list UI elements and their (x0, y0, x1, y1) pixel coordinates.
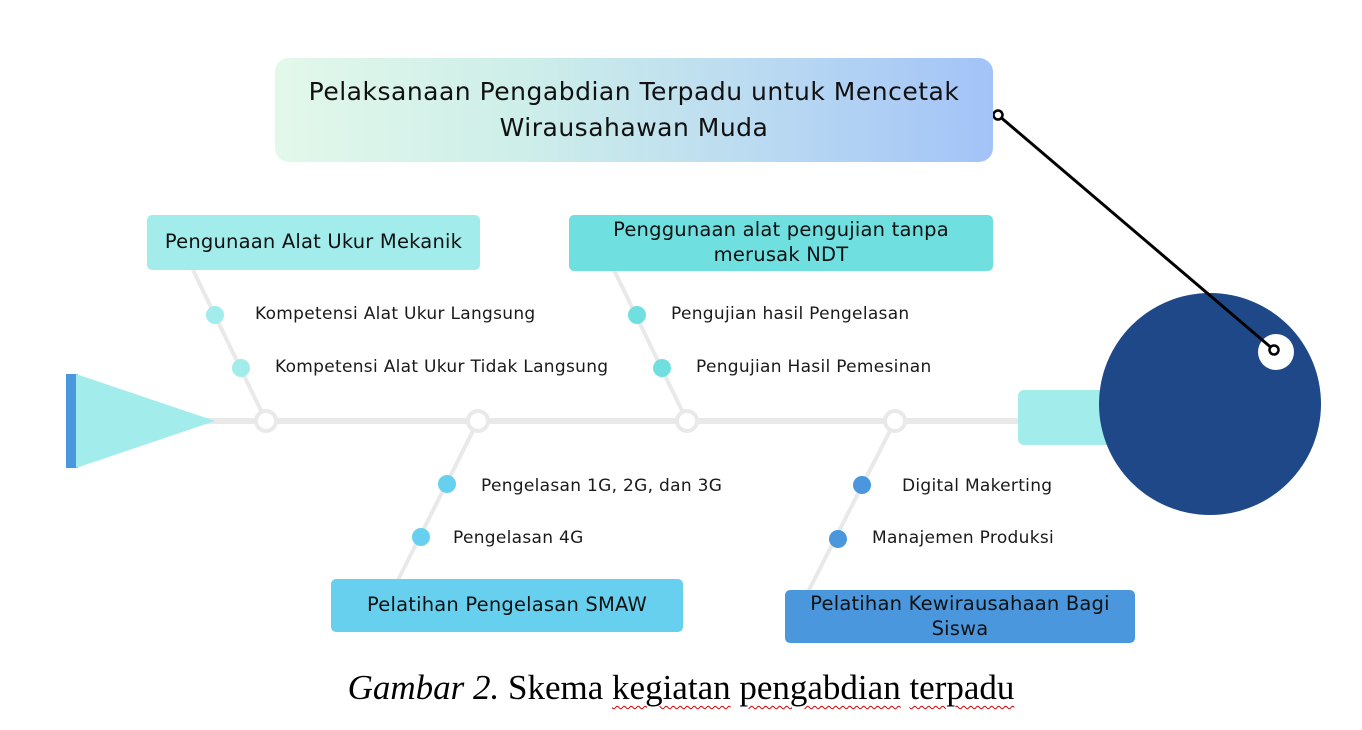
item-label: Pengelasan 4G (453, 528, 584, 548)
item-bullet (853, 476, 871, 494)
item-label: Manajemen Produksi (872, 528, 1055, 548)
item-label: Digital Makerting (902, 476, 1053, 496)
spine-joint (677, 411, 697, 431)
branch-line-top-1 (193, 270, 266, 421)
head-circle (1099, 293, 1321, 515)
diagram-title: Pelaksanaan Pengabdian Terpadu untuk Mencetak Wirausahawan Muda (308, 76, 960, 142)
item-label: Pengelasan 1G, 2G, dan 3G (481, 476, 723, 496)
item-bullet (206, 306, 224, 324)
spine-joint (468, 411, 488, 431)
spine-joint (885, 411, 905, 431)
branch-line-bottom-1 (398, 421, 478, 580)
caption-prefix: Gambar 2. (347, 668, 500, 707)
caption-word: kegiatan (612, 668, 731, 707)
item-label: Kompetensi Alat Ukur Langsung (255, 304, 536, 324)
category-box-alat-ukur (147, 215, 480, 270)
item-bullet (232, 359, 250, 377)
pointer-line (998, 115, 1274, 350)
diagram-title-box (275, 58, 993, 162)
spine-joint (256, 411, 276, 431)
item-bullet (653, 359, 671, 377)
pointer-end-dot (1270, 346, 1279, 355)
caption-word: Skema (508, 668, 604, 707)
category-box-ndt (569, 215, 993, 271)
category-box-smaw (331, 579, 683, 632)
item-label: Kompetensi Alat Ukur Tidak Langsung (275, 357, 609, 377)
item-bullet (628, 306, 646, 324)
item-bullet (438, 475, 456, 493)
branch-line-top-2 (614, 270, 687, 421)
pointer-end-dot (994, 111, 1003, 120)
item-bullet (829, 530, 847, 548)
category-box-kewirausahaan (785, 590, 1135, 643)
category-label: Pengunaan Alat Ukur Mekanik (164, 230, 463, 254)
branch-line-bottom-2 (808, 421, 895, 592)
category-label: Penggunaan alat pengujian tanpa merusak NDT (613, 218, 949, 266)
item-label: Pengujian Hasil Pemesinan (696, 357, 932, 377)
item-bullet (412, 528, 430, 546)
caption-word: terpadu (909, 668, 1015, 707)
category-label: Pelatihan Pengelasan SMAW (367, 593, 647, 617)
tail-triangle (76, 374, 215, 468)
figure-caption (0, 668, 1362, 708)
item-label: Pengujian hasil Pengelasan (671, 304, 910, 324)
category-label: Pelatihan Kewirausahaan Bagi Siswa (810, 591, 1110, 640)
caption-word: pengabdian (739, 668, 901, 707)
